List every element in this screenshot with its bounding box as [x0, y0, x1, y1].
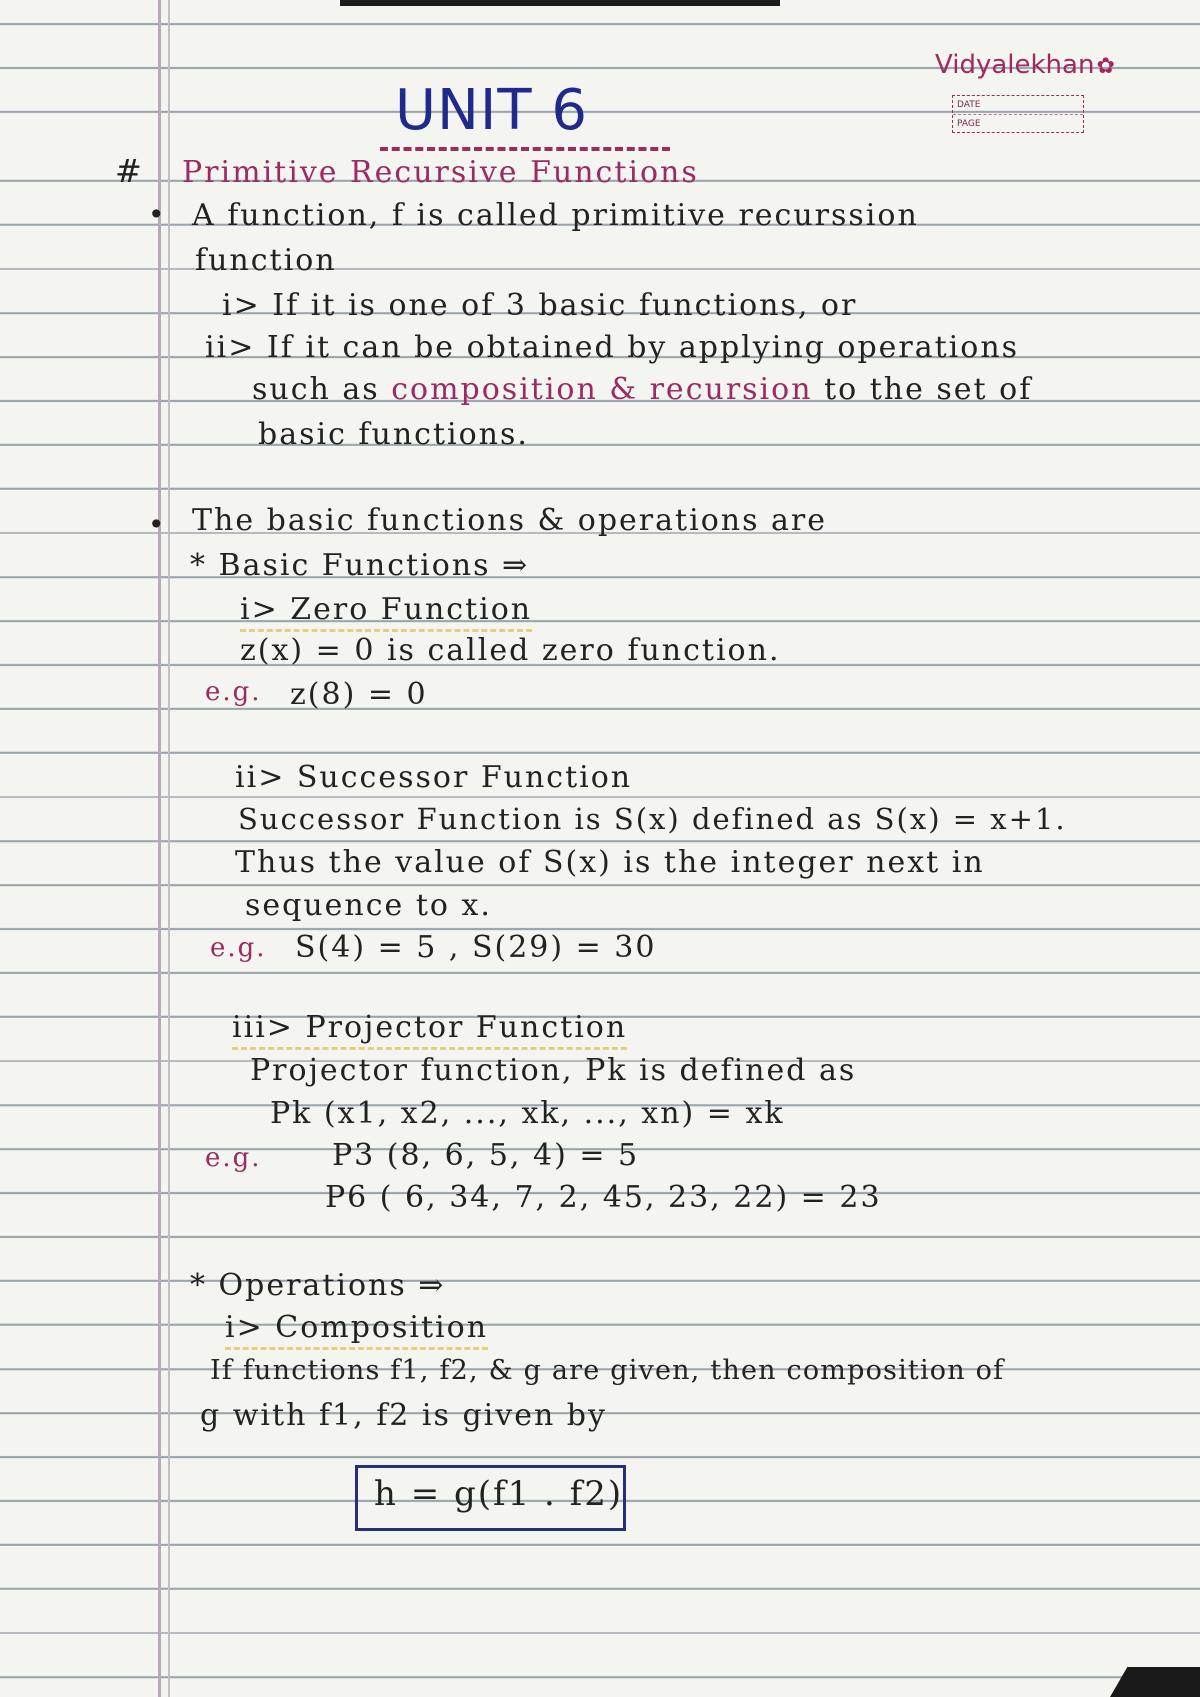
zero-heading-text: i> Zero Function — [240, 592, 532, 632]
composition-heading — [225, 1310, 488, 1345]
zero-eg-label: e.g. — [205, 677, 262, 707]
bullet-1: • — [148, 198, 165, 231]
basic-functions-heading: * Basic Functions ⇒ — [190, 548, 530, 583]
zero-example: z(8) = 0 — [290, 677, 428, 712]
title-underline — [380, 147, 670, 151]
section-heading: Primitive Recursive Functions — [182, 155, 699, 190]
definition-line-2: function — [195, 243, 337, 278]
bullet-2: • — [148, 508, 165, 541]
successor-def-3: sequence to x. — [245, 888, 492, 923]
composition-heading-text: i> Composition — [225, 1310, 488, 1350]
date-page-box — [952, 95, 1084, 133]
page-title: UNIT 6 — [395, 78, 589, 143]
margin-line-inner — [168, 0, 170, 1697]
successor-heading: ii> Successor Function — [235, 760, 633, 795]
heading-marker: # — [115, 152, 144, 190]
zero-definition: z(x) = 0 is called zero function. — [240, 633, 781, 668]
definition-item-1: i> If it is one of 3 basic functions, or — [222, 288, 858, 323]
successor-def-1: Successor Function is S(x) defined as S(x) = x+1. — [238, 802, 1067, 836]
page-corner-shadow — [1110, 1667, 1200, 1697]
definition-item-2c: basic functions. — [258, 417, 529, 452]
projector-example-1: P3 (8, 6, 5, 4) = 5 — [332, 1138, 640, 1173]
composition-def-1: If functions f1, f2, & g are given, then composition of — [210, 1355, 1005, 1386]
date-label: DATE — [953, 96, 1083, 115]
brand-logo — [935, 50, 1115, 80]
successor-eg-label: e.g. — [210, 933, 267, 963]
projector-heading — [232, 1010, 627, 1045]
operations-heading: * Operations ⇒ — [190, 1268, 446, 1303]
projector-eg-label: e.g. — [205, 1143, 262, 1173]
brand-name: Vidyalekhan — [935, 50, 1095, 80]
formula-box — [355, 1465, 626, 1531]
projector-heading-text: iii> Projector Function — [232, 1010, 627, 1050]
definition-item-2b-2: composition & recursion — [391, 372, 813, 407]
successor-def-2: Thus the value of S(x) is the integer next in — [235, 845, 985, 880]
definition-line-1: A function, f is called primitive recurssion — [192, 198, 919, 233]
definition-item-2b — [252, 372, 1032, 407]
margin-line — [158, 0, 161, 1697]
composition-formula: h = g(f1 . f2) — [374, 1474, 624, 1514]
zero-heading — [240, 592, 532, 627]
composition-def-2: g with f1, f2 is given by — [200, 1398, 607, 1433]
projector-example-2: P6 ( 6, 34, 7, 2, 45, 23, 22) = 23 — [325, 1180, 882, 1215]
page-label: PAGE — [957, 119, 981, 129]
flower-icon: ✿ — [1096, 54, 1115, 79]
definition-item-2b-1: such as — [252, 372, 380, 407]
top-shadow-band — [340, 0, 780, 6]
basic-intro: The basic functions & operations are — [192, 503, 827, 538]
definition-item-2b-3: to the set of — [824, 372, 1033, 407]
successor-example: S(4) = 5 , S(29) = 30 — [295, 930, 657, 965]
projector-def-1: Projector function, Pk is defined as — [250, 1053, 857, 1088]
definition-item-2a: ii> If it can be obtained by applying operations — [205, 330, 1020, 365]
projector-def-2: Pk (x1, x2, ..., xk, ..., xn) = xk — [270, 1096, 785, 1131]
